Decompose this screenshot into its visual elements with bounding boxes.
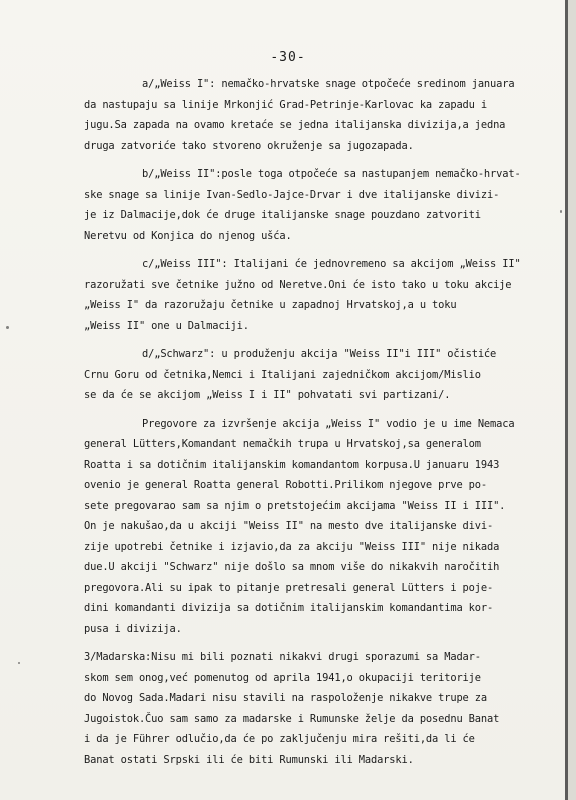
page-edge-line <box>565 0 568 800</box>
text-line: pusa i divizija. <box>84 622 182 635</box>
text-line: due.U akciji "Schwarz" nije došlo sa mnom više do nikakvih naročitih <box>84 561 500 573</box>
text-line: 3/Madarska:Nisu mi bili poznati nikakvi drugi sporazumi sa Madar- <box>84 651 481 663</box>
text-line: razoružati sve četnike južno od Neretve.Oni će isto tako u toku akcije <box>84 278 512 291</box>
text-line: druga zatvoriće tako stvoreno okruženje sa jugozapada. <box>84 139 414 152</box>
text-line: je iz Dalmacije,dok će druge italijanske snage pouzdano zatvoriti <box>84 209 481 221</box>
page-number: -30- <box>270 50 306 65</box>
text-line: Pregovore za izvršenje akcija „Weiss I" vodio je u ime Nemaca <box>142 417 515 430</box>
page-edge-shadow <box>568 0 576 800</box>
text-line: general Lütters,Komandant nemačkih trupa u Hrvatskoj,sa generalom <box>84 438 481 450</box>
ink-speck <box>6 326 9 329</box>
paragraph-weiss-2 <box>84 164 550 246</box>
text-line: Neretvu od Konjica do njenog ušća. <box>84 229 292 242</box>
paragraph-negotiations <box>84 414 550 640</box>
text-line: a/„Weiss I": nemačko-hrvatske snage otpočeće sredinom januara <box>142 78 515 90</box>
text-line: Roatta i sa dotičnim italijanskim komandantom korpusa.U januaru 1943 <box>84 458 500 471</box>
text-line: dini komandanti divizija sa dotičnim italijanskim komandantima kor- <box>84 602 494 614</box>
text-line: pregovora.Ali su ipak to pitanje pretresali general Lütters i poje- <box>84 581 494 594</box>
paragraph-schwarz <box>84 344 550 406</box>
text-line: se da će se akcijom „Weiss I i II" pohvatati svi partizani/. <box>84 389 451 401</box>
text-line: i da je Führer odlučio,da će po zaključenju mira rešiti,da li će <box>84 733 475 745</box>
text-line: „Weiss II" one u Dalmaciji. <box>84 319 249 332</box>
text-line: „Weiss I" da razoružaju četnike u zapadnoj Hrvatskoj,a u toku <box>84 299 457 311</box>
text-line: sete pregovarao sam sa njim o pretstojećim akcijama "Weiss II i III". <box>84 499 506 512</box>
text-line: do Novog Sada.Madari nisu stavili na raspoloženje nikakve trupe za <box>84 692 487 704</box>
paragraph-hungary <box>84 647 550 770</box>
text-line: Banat ostati Srpski ili će biti Rumunski ili Madarski. <box>84 753 414 766</box>
text-line: c/„Weiss III": Italijani će jednovremeno sa akcijom „Weiss II" <box>142 258 521 270</box>
text-line: Jugoistok.Čuo sam samo za madarske i Rumunske želje da posednu Banat <box>84 712 500 725</box>
text-line: zije upotrebi četnike i izjavio,da za akciju "Weiss III" nije nikada <box>84 540 500 553</box>
text-line: b/„Weiss II":posle toga otpočeće sa nastupanjem nemačko-hrvat- <box>142 168 521 180</box>
text-line: On je nakušao,da u akciji "Weiss II" na mesto dve italijanske divi- <box>84 520 494 532</box>
text-line: ovenio je general Roatta general Robotti.Prilikom njegove prve po- <box>84 479 487 491</box>
text-line: da nastupaju sa linije Mrkonjić Grad-Petrinje-Karlovac ka zapadu i <box>84 98 487 111</box>
text-line: skom sem onog,već pomenutog od aprila 1941,o okupaciji teritorije <box>84 671 481 684</box>
body-text <box>84 74 550 770</box>
text-line: d/„Schwarz": u produženju akcija "Weiss II"i III" očistiće <box>142 348 497 360</box>
text-line: Crnu Goru od četnika,Nemci i Italijani zajedničkom akcijom/Mislio <box>84 368 481 381</box>
paragraph-weiss-1 <box>84 74 550 156</box>
ink-speck <box>560 210 562 213</box>
text-line: ske snage sa linije Ivan-Sedlo-Jajce-Drvar i dve italijanske divizi- <box>84 188 500 201</box>
ink-speck <box>18 662 20 664</box>
text-line: jugu.Sa zapada na ovamo kretaće se jedna italijanska divizija,a jedna <box>84 119 506 131</box>
paragraph-weiss-3 <box>84 254 550 336</box>
